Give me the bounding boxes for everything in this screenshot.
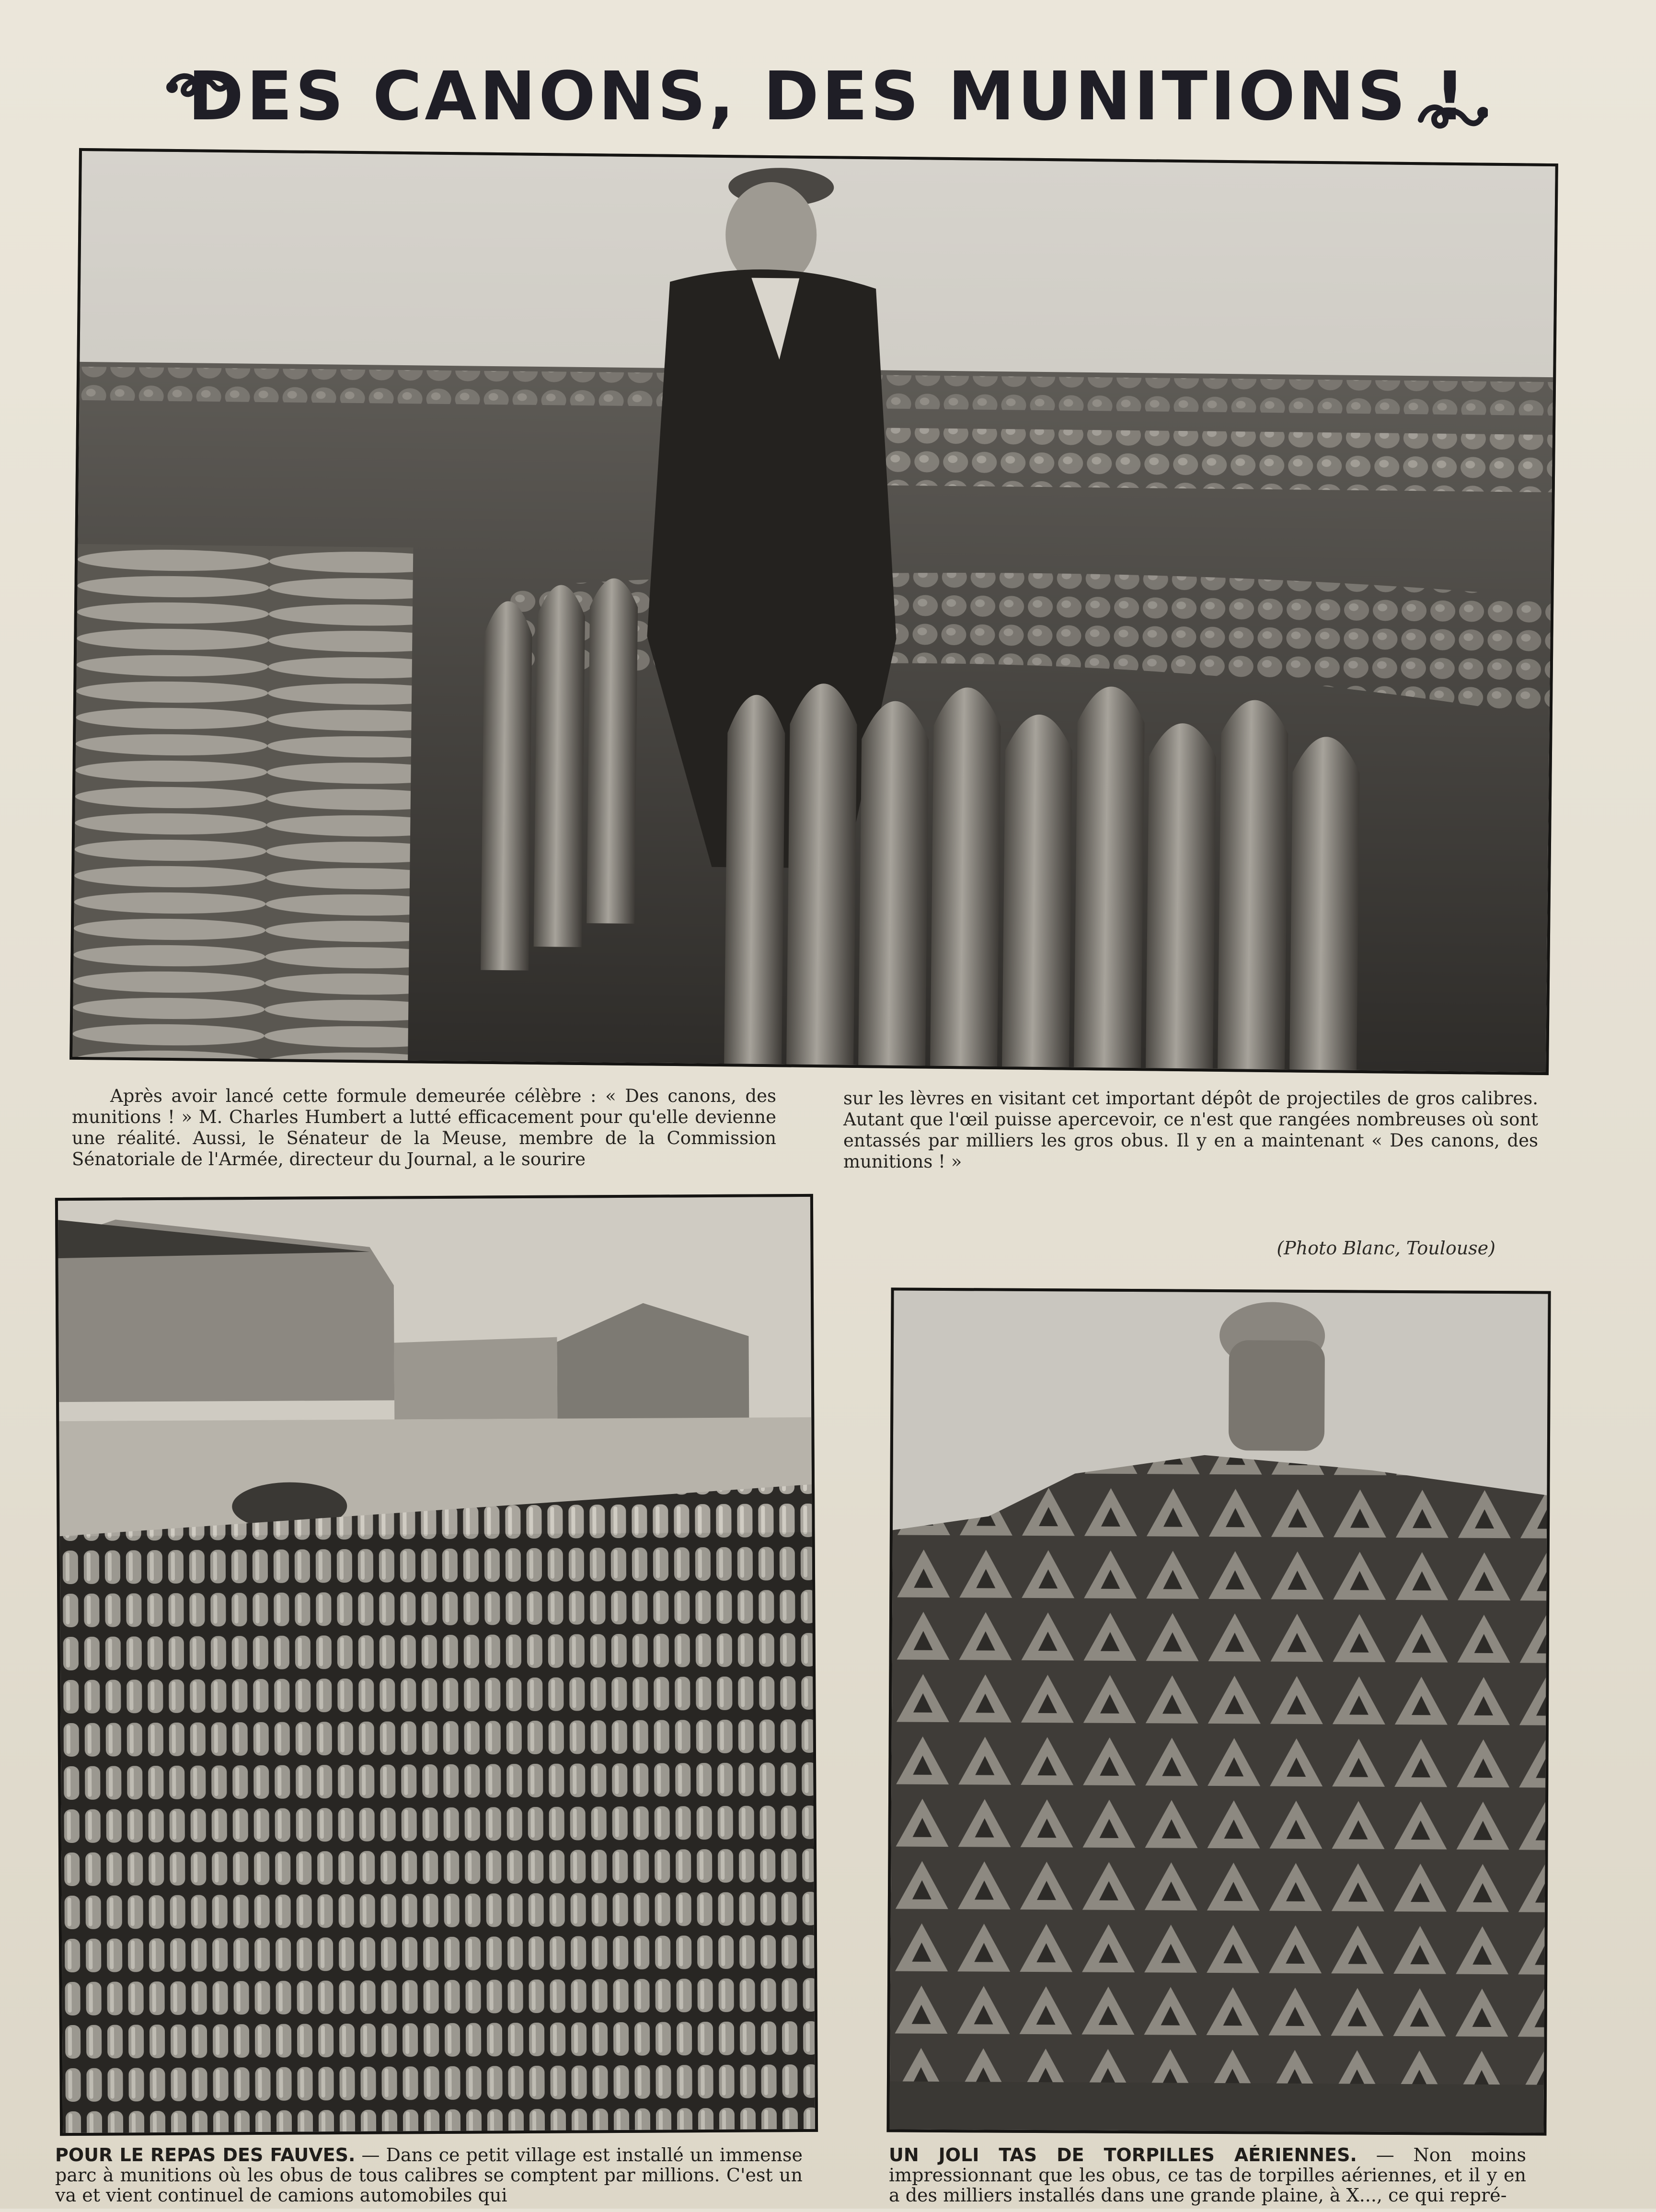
main-caption-right xyxy=(843,1088,1538,1172)
torpedoes-caption xyxy=(889,2145,1526,2212)
main-caption-left xyxy=(72,1086,776,1170)
page-title: DES CANONS, DES MUNITIONS ! xyxy=(188,58,1468,136)
main-caption-left-text: Après avoir lancé cette formule demeurée célèbre : « Des canons, des munitions ! » M. Charles Humbert a lutté efficacement pour qu'elle devienne une réalité. Aussi, le Sénateur de la Meuse, membre de la Commission Sénatoriale de l'Armée, directeur du Journal, a le sourire xyxy=(72,1086,776,1170)
village-caption-text: — Dans ce petit village est installé un immense parc à munitions où les obus de tous calibres se comptent par millions. C'est un va et vient continuel de camions automobiles qui xyxy=(55,2145,803,2206)
torpedoes-caption-heading: UN JOLI TAS DE TORPILLES AÉRIENNES. xyxy=(889,2145,1357,2166)
village-munitions-photo xyxy=(55,1194,818,2136)
village-caption xyxy=(55,2145,803,2212)
village-caption-heading: POUR LE REPAS DES FAUVES. xyxy=(55,2145,356,2166)
right-ornament-icon xyxy=(1416,91,1488,139)
aerial-torpedoes-photo xyxy=(886,1287,1551,2135)
torpedoes-caption-text: — Non moins impressionnant que les obus, ce tas de torpilles aériennes, et il y en a des milliers installés dans une grande plaine, à X..., ce qui repré- xyxy=(889,2145,1526,2206)
photo-credit: (Photo Blanc, Toulouse) xyxy=(1276,1238,1495,1259)
main-photo-shell-depot xyxy=(69,148,1558,1075)
main-caption-right-text: sur les lèvres en visitant cet important dépôt de projectiles de gros calibres. Autant que l'œil puisse apercevoir, ce n'est que rangées nombreuses où sont entassés par milliers les gros obus. Il y en a maintenant « Des canons, des munitions ! » xyxy=(843,1088,1538,1172)
